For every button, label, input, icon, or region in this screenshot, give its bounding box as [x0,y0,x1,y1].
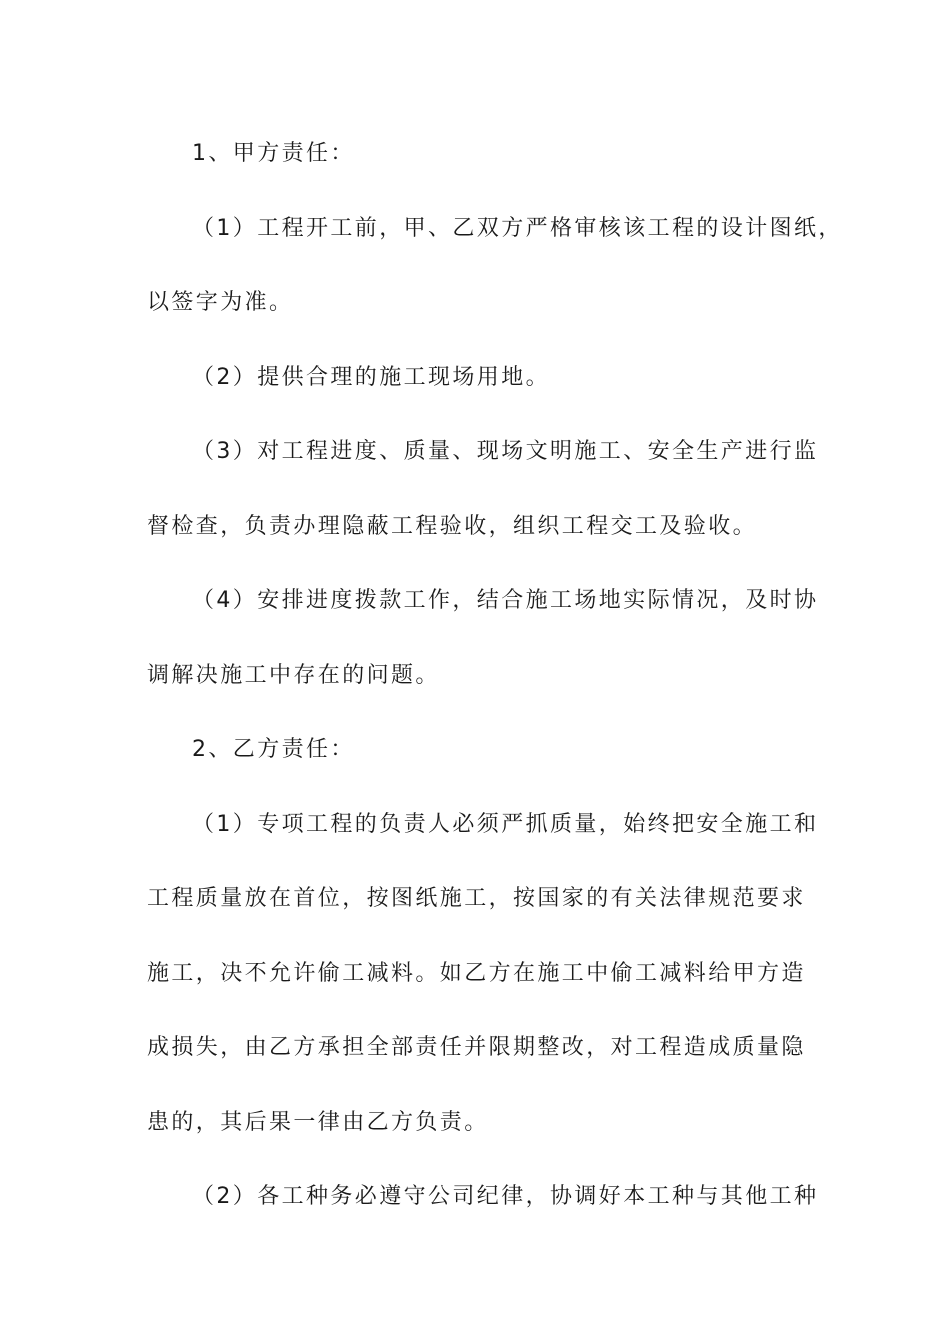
paragraph-line: 工程质量放在首位，按图纸施工，按国家的有关法律规范要求 [147,886,806,911]
paragraph-line: （1）专项工程的负责人必须严抓质量，始终把安全施工和 [192,812,819,837]
paragraph-line: （2）各工种务必遵守公司纪律，协调好本工种与其他工种 [192,1184,819,1209]
paragraph-line: 患的，其后果一律由乙方负责。 [147,1110,489,1135]
paragraph-line: 以签字为准。 [147,290,294,315]
paragraph-line: 施工，决不允许偷工减料。如乙方在施工中偷工减料给甲方造 [147,961,806,986]
paragraph-line: （1）工程开工前，甲、乙双方严格审核该工程的设计图纸， [192,216,843,241]
section-heading-party-b: 2、乙方责任： [192,737,355,762]
paragraph-line: 成损失，由乙方承担全部责任并限期整改，对工程造成质量隐 [147,1035,806,1060]
section-heading-party-a: 1、甲方责任： [192,141,355,166]
paragraph-line: （2）提供合理的施工现场用地。 [192,365,550,390]
paragraph-line: （4）安排进度拨款工作，结合施工场地实际情况，及时协 [192,588,819,613]
paragraph-line: 调解决施工中存在的问题。 [147,663,440,688]
paragraph-line: （3）对工程进度、质量、现场文明施工、安全生产进行监 [192,439,819,464]
paragraph-line: 督检查，负责办理隐蔽工程验收，组织工程交工及验收。 [147,514,758,539]
